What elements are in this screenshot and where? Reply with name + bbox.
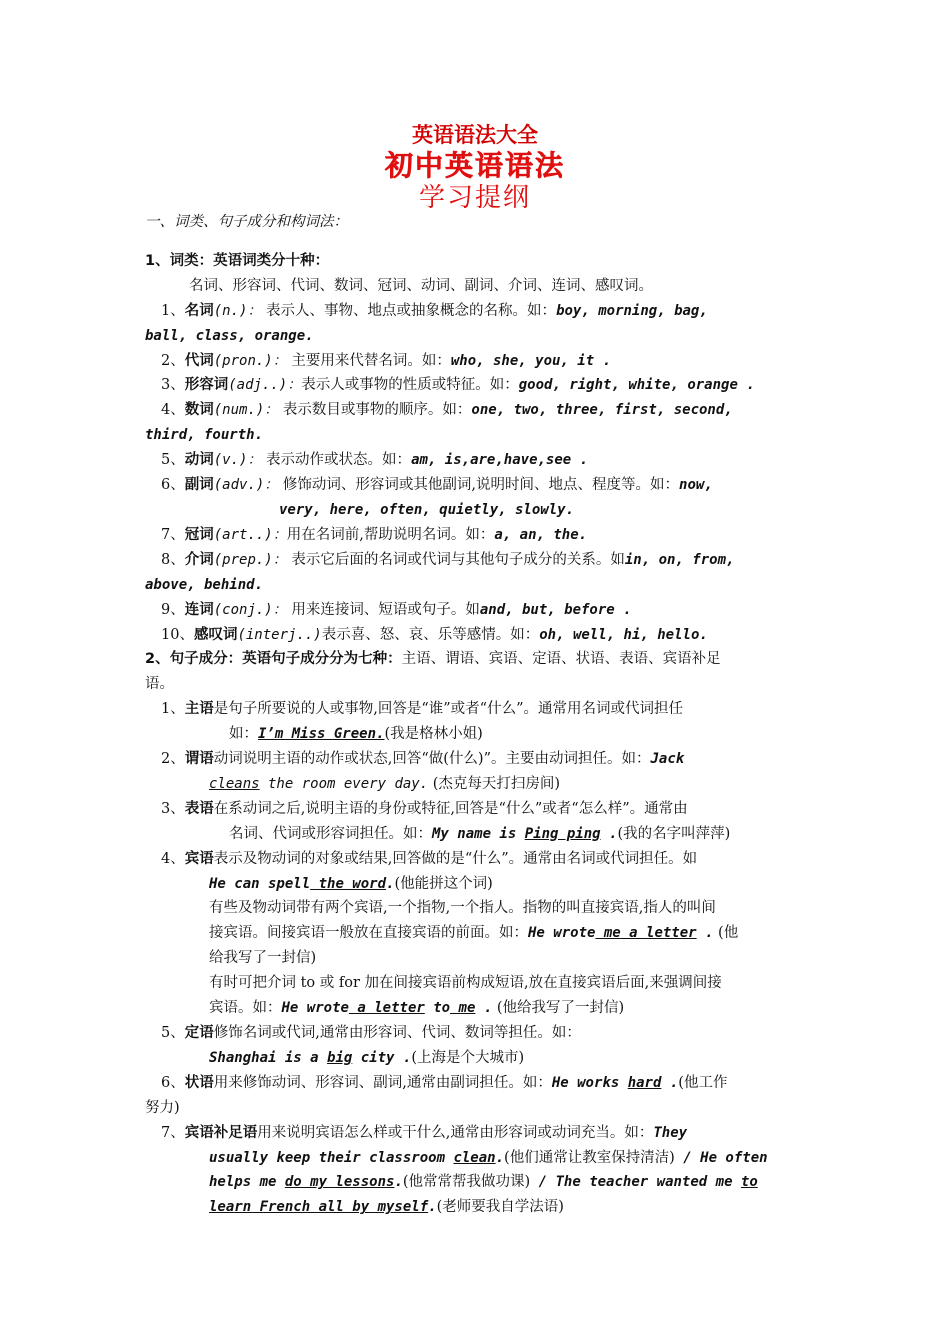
part2-heading-cont: 语。 xyxy=(145,676,174,693)
sentence-element-adverbial: 6、状语用来修饰动词、形容词、副词,通常由副词担任。如：He works hard .(他工作 xyxy=(161,1074,728,1091)
word-class-item: 4、数词(num.)： 表示数目或事物的顺序。如：one, two, three, first, second, xyxy=(161,402,733,419)
paragraph-line: 给我写了一封信) xyxy=(209,950,317,967)
example-line: 宾语。如：He wrote a letter to me . (他给我写了一封信) xyxy=(209,1000,625,1017)
word-class-item: 3、形容词(adj..)：表示人或事物的性质或特征。如：good, right, white, orange . xyxy=(161,377,755,394)
example-text: third, fourth. xyxy=(145,427,264,444)
word-class-item: 2、代词(pron.)： 主要用来代替名词。如：who, she, you, it . xyxy=(161,352,612,369)
example-line: 名词、代词或形容词担任。如：My name is Ping ping .(我的名字叫萍萍) xyxy=(229,825,731,842)
sentence-element-attribute: 5、定语修饰名词或代词,通常由形容词、代词、数词等担任。如： xyxy=(161,1025,581,1041)
sentence-element-complement: 7、宾语补足语用来说明宾语怎么样或干什么,通常由形容词或动词充当。如：They xyxy=(161,1124,688,1141)
example-text: ball, class, orange. xyxy=(145,327,314,344)
part1-heading: 1、词类：英语词类分十种： xyxy=(145,252,330,269)
sentence-element-predicative: 3、表语在系动词之后,说明主语的身份或特征,回答是“什么”或者“怎么样”。通常由 xyxy=(161,800,688,817)
sentence-element-predicate: 2、谓语动词说明主语的动作或状态,回答“做(什么)”。主要由动词担任。如：Jack xyxy=(161,751,685,768)
paragraph-line: 努力) xyxy=(145,1099,180,1116)
example-line: 如：I’m Miss Green.(我是格林小姐) xyxy=(229,726,483,743)
title-line-3: 学习提纲 xyxy=(418,183,531,213)
title-line-1: 英语语法大全 xyxy=(412,123,538,147)
sentence-element-object: 4、宾语表示及物动词的对象或结果,回答做的是“什么”。通常由名词或代词担任。如 xyxy=(161,850,698,867)
word-class-item: 1、名词(n.)： 表示人、事物、地点或抽象概念的名称。如：boy, morning, bag, xyxy=(161,302,708,319)
title-block xyxy=(0,120,950,214)
example-text: above, behind. xyxy=(145,576,264,593)
word-class-item: 8、介词(prep.)： 表示它后面的名词或代词与其他句子成分的关系。如in, on, from, xyxy=(161,551,735,568)
paragraph-line: 有些及物动词带有两个宾语,一个指物,一个指人。指物的叫直接宾语,指人的叫间 xyxy=(209,900,716,917)
example-line: He can spell the word.(他能拼这个词) xyxy=(209,875,493,892)
word-class-item: 6、副词(adv.)： 修饰动词、形容词或其他副词,说明时间、地点、程度等。如：now, xyxy=(161,477,713,494)
document-body xyxy=(145,210,810,1220)
word-class-item: 7、冠词(art..)：用在名词前,帮助说明名词。如：a, an, the. xyxy=(161,526,588,543)
title-line-2: 初中英语语法 xyxy=(384,149,565,182)
word-class-item: 10、感叹词(interj..)表示喜、怒、哀、乐等感情。如：oh, well, hi, hello. xyxy=(161,626,708,643)
example-line: helps me do my lessons.(他常常帮我做功课) / The teacher wanted me to xyxy=(209,1174,758,1191)
word-class-list: 名词、形容词、代词、数词、冠词、动词、副词、介词、连词、感叹词。 xyxy=(189,277,653,294)
word-class-item: 9、连词(conj.)： 用来连接词、短语或句子。如and, but, before . xyxy=(161,601,632,618)
sentence-element-subject: 1、主语是句子所要说的人或事物,回答是“谁”或者“什么”。通常用名词或代词担任 xyxy=(161,701,683,718)
example-line: usually keep their classroom clean.(他们通常让教室保持清洁) / He often xyxy=(209,1149,768,1166)
example-line: 接宾语。间接宾语一般放在直接宾语的前面。如：He wrote me a letter . (他 xyxy=(209,925,739,942)
section-heading: 一、词类、句子成分和构词法： xyxy=(145,214,348,230)
example-line: Shanghai is a big city .(上海是个大城市) xyxy=(209,1049,525,1066)
paragraph-line: 有时可把介词 to 或 for 加在间接宾语前构成短语,放在直接宾语后面,来强调间接 xyxy=(209,975,722,992)
example-line: cleans the room every day. (杰克每天打扫房间) xyxy=(209,775,561,792)
example-text: very, here, often, quietly, slowly. xyxy=(279,501,575,518)
example-line: learn French all by myself.(老师要我自学法语) xyxy=(209,1199,564,1216)
part2-heading: 2、句子成分：英语句子成分分为七种：主语、谓语、宾语、定语、状语、表语、宾语补足 xyxy=(145,651,721,668)
word-class-item: 5、动词(v.)： 表示动作或状态。如：am, is,are,have,see . xyxy=(161,452,589,469)
